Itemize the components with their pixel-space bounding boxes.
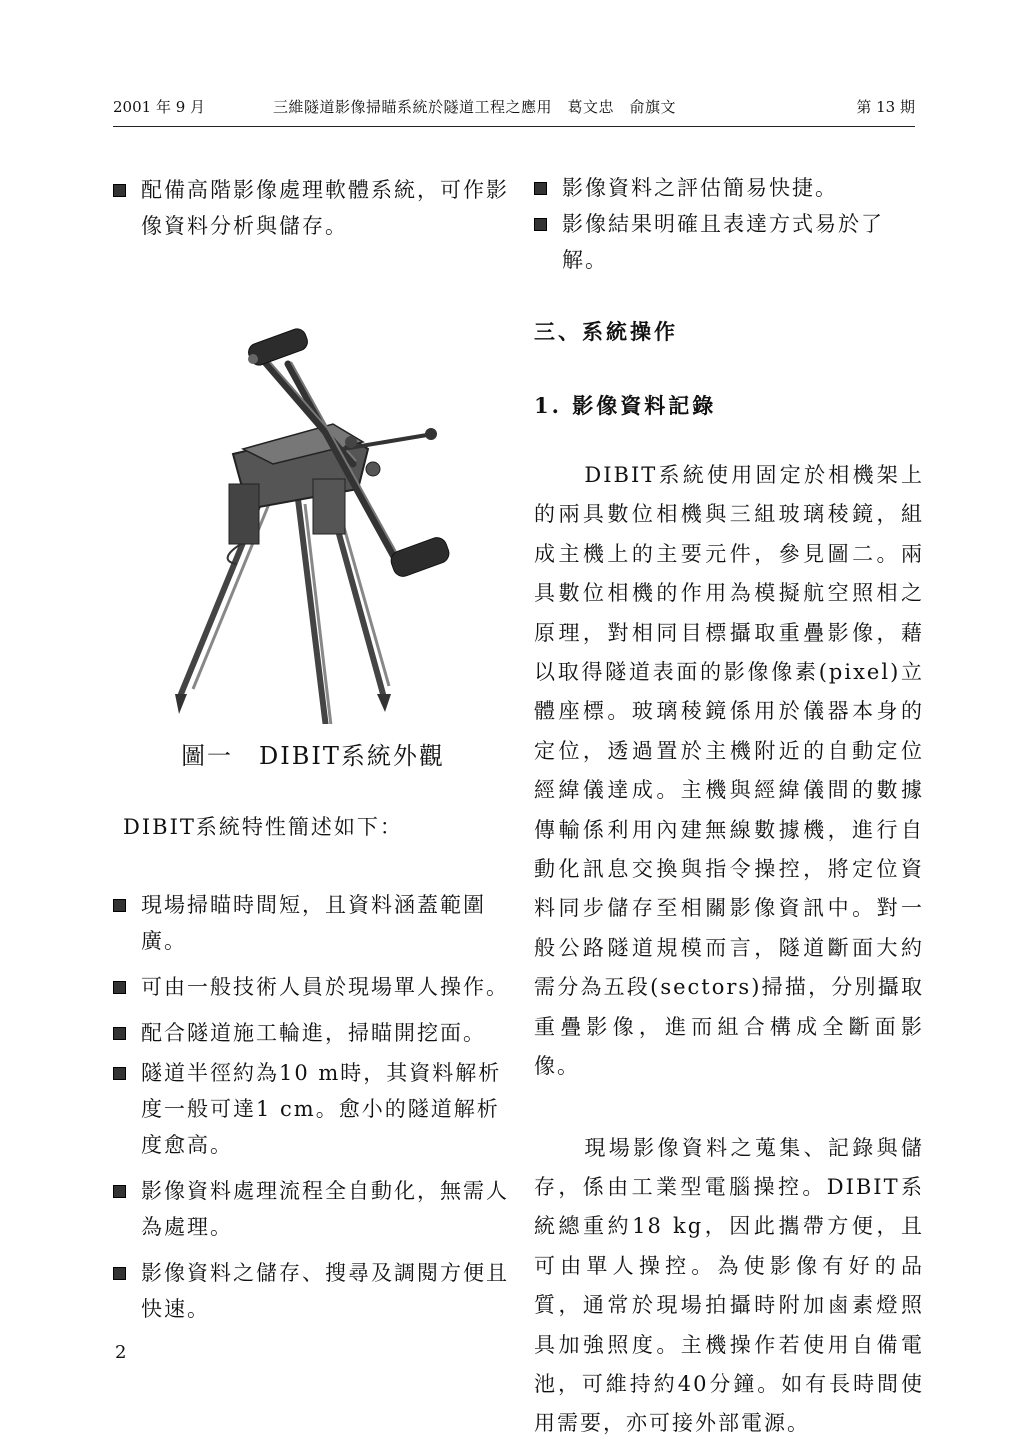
- section-title: 三、系統操作: [534, 319, 678, 344]
- header-date: 2001 年 9 月: [113, 98, 206, 116]
- bullet-text: 隧道半徑約為10 m時，其資料解析度一般可達1 cm。愈小的隧道解析度愈高。: [141, 1061, 502, 1157]
- bullet-item: [113, 1015, 513, 1051]
- bullet-item: [113, 172, 513, 244]
- bullet-item: [113, 969, 513, 1005]
- bullet-square-icon: [113, 981, 126, 994]
- bullet-square-icon: [113, 184, 126, 197]
- page-number: 2: [115, 1342, 127, 1363]
- feature-list: [113, 887, 513, 1327]
- bullet-square-icon: [534, 218, 547, 231]
- bullet-square-icon: [113, 1067, 126, 1080]
- figure-caption: 圖一 DIBIT系統外觀: [181, 742, 445, 770]
- figure-dibit-photo: [113, 254, 513, 724]
- right-column: [534, 170, 924, 1444]
- bullet-item: [113, 1255, 513, 1327]
- bullet-item: [113, 1173, 513, 1245]
- bullet-square-icon: [113, 1267, 126, 1280]
- bullet-square-icon: [113, 1027, 126, 1040]
- header-issue: 第 13 期: [856, 98, 915, 116]
- bullet-text: 影像結果明確且表達方式易於了解。: [562, 212, 884, 272]
- bullet-item: [534, 206, 924, 278]
- bullet-item: [113, 887, 513, 959]
- bullet-text: 現場掃瞄時間短，且資料涵蓋範圍廣。: [141, 893, 486, 953]
- body-paragraph: 現場影像資料之蒐集、記錄與儲存，係由工業型電腦操控。DIBIT系統總重約18 kg，因此攜帶方便，且可由單人操控。為使影像有好的品質，通常於現場拍攝時附加鹵素燈照具加強照度。主機操作若使用自備電池，可維持約40分鐘。如有長時間使用需要，亦可接外部電源。: [534, 1135, 924, 1436]
- bullet-square-icon: [534, 182, 547, 195]
- bullet-text: 配備高階影像處理軟體系統，可作影像資料分析與儲存。: [141, 178, 509, 238]
- dibit-tripod-illustration: [113, 254, 513, 724]
- bullet-square-icon: [113, 1185, 126, 1198]
- left-column: [113, 172, 513, 1337]
- bullet-text: 影像資料之儲存、搜尋及調閱方便且快速。: [141, 1261, 509, 1321]
- running-header: [113, 96, 915, 127]
- bullet-text: 影像資料處理流程全自動化，無需人為處理。: [141, 1179, 509, 1239]
- subsection-title: 1. 影像資料記錄: [534, 393, 717, 418]
- body-paragraph: DIBIT系統使用固定於相機架上的兩具數位相機與三組玻璃稜鏡，組成主機上的主要元件，參見圖二。兩具數位相機的作用為模擬航空照相之原理，對相同目標攝取重疊影像，藉以取得隧道表面的影像像素(pixel)立體座標。玻璃稜鏡係用於儀器本身的定位，透過置於主機附近的自動定位經緯儀達成。主機與經緯儀間的數據傳輸係利用內建無線數據機，進行自動化訊息交換與指令操控，將定位資料同步儲存至相關影像資訊中。對一般公路隧道規模而言，隧道斷面大約需分為五段(sectors)掃描，分別攝取重疊影像，進而組合構成全斷面影像。: [534, 463, 924, 1079]
- bullet-item: [113, 1055, 513, 1163]
- bullet-text: 影像資料之評估簡易快捷。: [562, 176, 838, 200]
- intro-text: DIBIT系統特性簡述如下：: [123, 815, 403, 839]
- bullet-text: 可由一般技術人員於現場單人操作。: [141, 975, 509, 999]
- bullet-text: 配合隧道施工輪進，掃瞄開挖面。: [141, 1021, 486, 1045]
- header-title: 三維隧道影像掃瞄系統於隧道工程之應用 葛文忠 俞旗文: [273, 98, 677, 116]
- bullet-square-icon: [113, 899, 126, 912]
- bullet-item: [534, 170, 924, 206]
